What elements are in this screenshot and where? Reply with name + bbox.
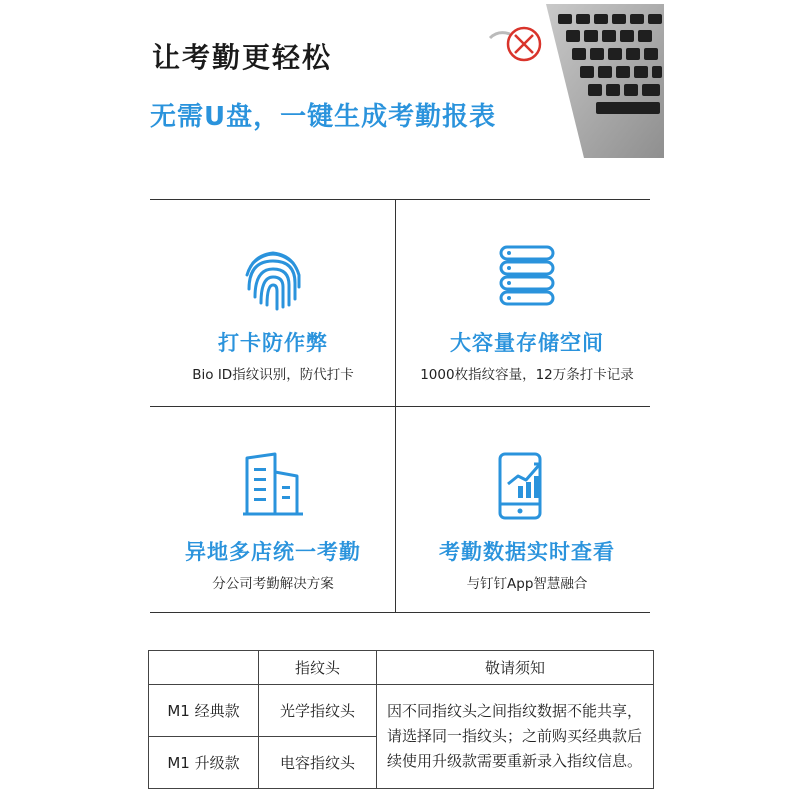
feature-desc: 分公司考勤解决方案	[212, 576, 334, 592]
feature-desc: Bio ID指纹识别，防代打卡	[192, 367, 354, 383]
storage-icon	[497, 243, 557, 307]
feature-title: 打卡防作弊	[218, 331, 328, 355]
page-subtitle: 无需U盘，一键生成考勤报表	[150, 102, 497, 132]
feature-title: 大容量存储空间	[450, 331, 604, 355]
fingerprint-icon	[239, 243, 307, 311]
feature-storage	[404, 199, 650, 404]
feature-title: 考勤数据实时查看	[439, 540, 615, 564]
grid-divider	[150, 406, 650, 407]
feature-title: 异地多店统一考勤	[185, 540, 361, 564]
feature-anti-cheat	[150, 199, 396, 404]
sensor-cell: 电容指纹头	[259, 737, 377, 789]
feature-multi-store	[150, 408, 396, 613]
model-cell: M1 经典款	[149, 685, 259, 737]
table-header-cell	[149, 651, 259, 685]
phone-chart-icon	[496, 452, 558, 522]
table-header-row	[149, 651, 654, 685]
features-grid	[150, 199, 650, 613]
page-title: 让考勤更轻松	[152, 41, 333, 74]
laptop-no-usb-illustration	[488, 0, 666, 160]
table-header-cell: 指纹头	[259, 651, 377, 685]
feature-desc: 1000枚指纹容量，12万条打卡记录	[420, 367, 634, 383]
sensor-cell: 光学指纹头	[259, 685, 377, 737]
model-cell: M1 升级款	[149, 737, 259, 789]
table-header-cell: 敬请须知	[377, 651, 654, 685]
building-icon	[241, 452, 305, 520]
table-row	[149, 685, 654, 737]
notice-cell: 因不同指纹头之间指纹数据不能共享，请选择同一指纹头；之前购买经典款后续使用升级款需要重新录入指纹信息。	[377, 685, 654, 789]
feature-desc: 与钉钉App智慧融合	[466, 576, 588, 592]
sensor-comparison-table	[148, 650, 654, 789]
feature-realtime	[404, 408, 650, 613]
